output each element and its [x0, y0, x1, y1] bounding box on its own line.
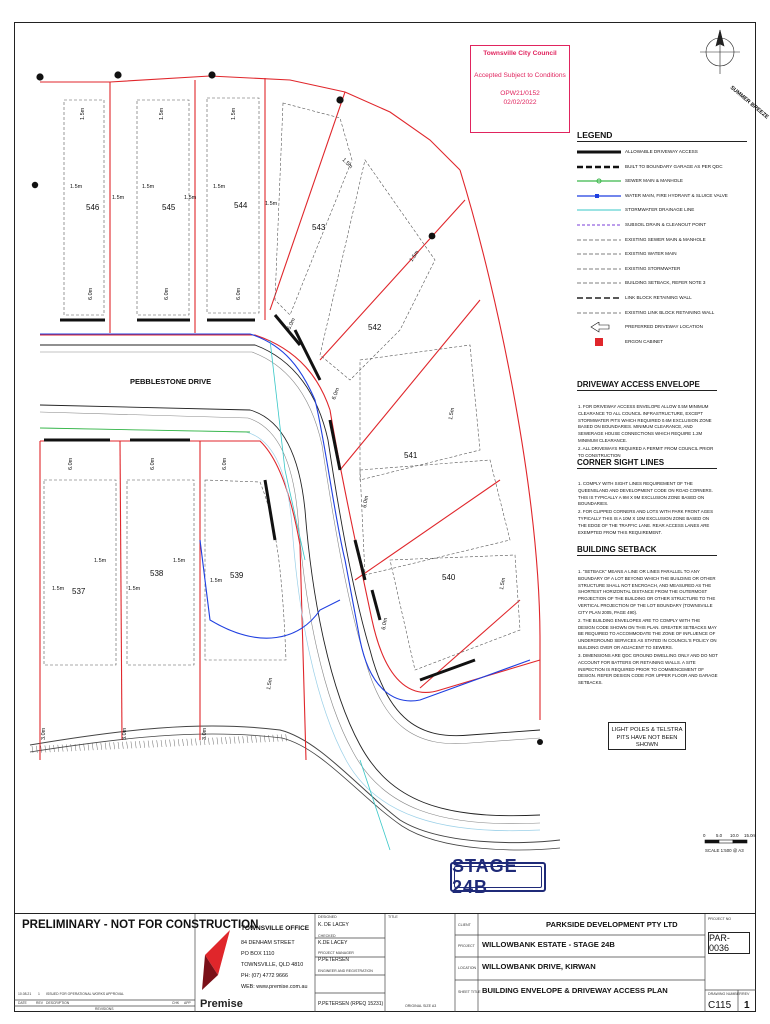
dim-label: 1.5m [448, 407, 457, 421]
dim-label: 1.5m [266, 677, 275, 691]
legend-item-label: SEWER MAIN & MANHOLE [625, 178, 683, 184]
dim-label: 3.0m [41, 727, 47, 740]
cyan-line-icon [577, 205, 623, 216]
project-label: PROJECT [458, 944, 475, 948]
legend-item-label: BUILDING SETBACK, REFER NOTE 3 [625, 280, 706, 286]
legend-item [577, 277, 757, 292]
legend-item [577, 204, 757, 219]
hatch-tick [71, 744, 72, 751]
purple-line-icon [577, 220, 623, 231]
checked-value: K.DE LACEY [318, 940, 348, 946]
scale-tick: 15.0m [744, 833, 757, 838]
legend-item [577, 234, 757, 249]
north-point-icon [700, 30, 740, 74]
arrow-icon-icon [577, 322, 623, 333]
hatch-tick [152, 740, 153, 747]
hatch-tick [118, 742, 119, 749]
dim-label: 1.5m [210, 578, 223, 584]
hatch-tick [45, 745, 46, 752]
hatch-tick [191, 739, 192, 746]
note: 1. FOR DRIVEWAY ACCESS ENVELOPE ALLOW 0.5M MINIMUM CLEARANCE TO ALL COUNCIL INFRASTRUCTURE, EXCEPT STORMWATER PITS WHICH REQUIRED 0.6M EXCLUSION ZONE BASED ON BOUNDARIES. MINIMUM CLEARANCE, AND SEWERAGE HOUSE CONNECTIONS WHICH REQUIRE 1.2M MINIMUM CLEARANCE. [578, 404, 712, 444]
grey-dash-line-icon [577, 249, 623, 260]
hatch-tick [88, 743, 89, 750]
hatch-tick [140, 741, 141, 748]
hatch-tick [170, 740, 171, 747]
scale-tick: 0 [703, 833, 706, 838]
legend-item [577, 161, 757, 176]
office-line: WEB: www.premise.com.au [241, 984, 308, 990]
stage-label-text: STAGE 24B [452, 856, 518, 897]
hatch-tick [109, 742, 110, 749]
dim-label: 1.5m [340, 157, 354, 171]
hatch-tick [148, 741, 149, 748]
hatch-tick [135, 741, 136, 748]
water-main [40, 334, 530, 701]
dim-label: 1.5m [499, 577, 508, 591]
project-number: PAR-0036 [708, 932, 750, 954]
hatch-tick [221, 737, 222, 744]
corner-notes [578, 481, 718, 538]
hatch-tick [66, 744, 67, 751]
hatch-tick [247, 736, 248, 743]
hatch-tick [144, 741, 145, 748]
hatch-tick [286, 734, 287, 741]
rev-row-num: 1 [38, 992, 40, 996]
sheet-title-label: SHEET TITLE [458, 990, 481, 994]
dim-label: 1.5m [112, 195, 125, 201]
hatch-tick [251, 736, 252, 743]
rev-head: REV [36, 1001, 43, 1005]
note: 3. DIMENSIONS ARE QDC GROUND DWELLING ONLY AND DO NOT ACCOUNT FOR BATTERS OR RETAINING WALLS. A SITE INSPECTION IS REQUIRED PRIOR TO COMMENCEMENT OF DESIGN. REFER DESIGN CODE FOR UPPER FLOOR AND GARAGE SETBACKS. [578, 652, 718, 686]
dark-dash-line-icon [577, 293, 623, 304]
hatch-ticks [32, 734, 287, 753]
lot-number: 542 [368, 323, 382, 332]
lot-boundaries [40, 76, 540, 760]
premise-logo-text: Premise [200, 998, 243, 1010]
hatch-tick [226, 737, 227, 744]
cabinet-icon-icon [577, 337, 623, 348]
dim-label: 1.5m [94, 558, 107, 564]
grey-dash-line-icon [577, 278, 623, 289]
rev-head: CHK [172, 1001, 180, 1005]
dim-label: 1.5m [80, 107, 86, 120]
hatch-tick [157, 740, 158, 747]
dim-label: 1.5m [52, 586, 65, 592]
sewer [40, 428, 250, 432]
hatch-tick [273, 735, 274, 742]
hatch-tick [195, 738, 196, 745]
dim-label: 1.5m [231, 107, 237, 120]
hatch-tick [234, 737, 235, 744]
note: 1. COMPLY WITH SIGHT LINES REQUIREMENT OF THE QUEENSLAND AND DEVELOPMENT CODE ON ROAD CORNERS. THIS IS TYPICALLY A 9M X 9M EXCLUSION ZONE BASED ON BOUNDARIES. [578, 481, 713, 507]
designed-value: K. DE LACEY [318, 922, 349, 928]
legend-item [577, 190, 757, 205]
revision-number: 1 [744, 1000, 750, 1011]
legend-item-label: EXISTING WATER MAIN [625, 251, 677, 257]
drawing-label: DRAWING NUMBER [708, 992, 742, 996]
hatch-tick [213, 738, 214, 745]
rev-head: APP [184, 1001, 191, 1005]
office-name: TOWNSVILLE OFFICE [241, 925, 310, 932]
legend-item-label: PREFERRED DRIVEWAY LOCATION [625, 324, 703, 330]
hatch-tick [36, 746, 37, 753]
street-name-summer-breeze: SUMMER BREEZE [728, 84, 770, 121]
scale-bar [705, 840, 747, 843]
hatch-tick [208, 738, 209, 745]
dim-label: 6.0m [362, 495, 371, 509]
hatch-tick [97, 743, 98, 750]
note: 2. FOR CLIPPED CORNERS AND LOTS WITH PARK FRONT AGES TYPICALLY THIS IS A 10M X 10M EXCLUSION ZONE BASED ON THE EDGE OF THE TRAFFIC LANE. REAR ACCESS LANES ARE EXEMPTED FROM THIS REQUIREMENT. [578, 509, 713, 535]
hatch-tick [187, 739, 188, 746]
legend-item-label: WATER MAIN, FIRE HYDRANT & SLUICE VALVE [625, 192, 728, 198]
location-label: LOCATION [458, 966, 477, 970]
lot-number: 538 [150, 569, 164, 578]
stamp-number: OPW21/0152 [500, 90, 540, 98]
stage-label [450, 856, 546, 897]
project-name: WILLOWBANK ESTATE - STAGE 24B [482, 940, 615, 949]
checked-label: CHECKED [318, 934, 336, 938]
title-label: TITLE [388, 915, 398, 919]
hatch-tick [161, 740, 162, 747]
dim-label: 1.5m [159, 107, 165, 120]
driveway-access [44, 315, 475, 680]
legend-panel [577, 130, 757, 350]
lot-number: 543 [312, 223, 326, 232]
lot-number: 541 [404, 451, 418, 460]
hatch-tick [165, 740, 166, 747]
green-line-icon [577, 176, 623, 187]
dim-label: 1.5m [173, 558, 186, 564]
legend-item [577, 175, 757, 190]
dim-label: 1.5m [70, 184, 83, 190]
dim-label: 1.5m [128, 586, 141, 592]
dim-label: 6.0m [236, 287, 242, 300]
lot-number: 546 [86, 203, 100, 212]
dim-label: 6.0m [68, 457, 74, 470]
drawing-number: C115 [708, 1000, 732, 1011]
manholes [32, 71, 543, 745]
grey-dash-line-icon [577, 264, 623, 275]
setback-envelopes [44, 98, 520, 670]
hatch-tick [122, 742, 123, 749]
hatch-tick [41, 746, 42, 753]
rpeq-label: ENGINEER AND REGISTRATION [318, 969, 373, 973]
legend-item-label: SUBSOIL DRAIN & CLEANOUT POINT [625, 221, 707, 227]
rev-row-date: 10.08.21 [18, 992, 32, 996]
dashed-black-line-icon [577, 162, 623, 173]
dim-label: 6.0m [331, 387, 342, 401]
dim-label: 1.5m [408, 249, 421, 264]
hatch-tick [101, 743, 102, 750]
hatch-tick [62, 745, 63, 752]
client-name: PARKSIDE DEVELOPMENT PTY LTD [546, 920, 678, 929]
hatch-tick [243, 736, 244, 743]
thick-black-line-icon [577, 147, 623, 158]
rpeq-value: P.PETERSEN (RPEQ 15231) [318, 1001, 384, 1007]
project-no-label: PROJECT NO [708, 917, 732, 921]
lot-number: 540 [442, 573, 456, 582]
setback-section-title: BUILDING SETBACK [577, 545, 717, 556]
lot-number: 539 [230, 571, 244, 580]
legend-item [577, 307, 757, 322]
dim-label: 1.5m [265, 201, 278, 207]
setback-notes [578, 569, 718, 688]
legend-item [577, 219, 757, 234]
pm-label: PROJECT MANAGER [318, 951, 354, 955]
preliminary-banner: PRELIMINARY - NOT FOR CONSTRUCTION [22, 919, 259, 931]
scale-tick: 10.0 [730, 833, 739, 838]
legend-item-label: EXISTING SEWER MAIN & MANHOLE [625, 236, 706, 242]
dim-label: 1.5m [213, 184, 226, 190]
revisions-label: REVISIONS [95, 1007, 114, 1011]
rev-label: REV [742, 992, 750, 996]
hatch-tick [260, 735, 261, 742]
hatch-tick [230, 737, 231, 744]
sheet-title: BUILDING ENVELOPE & DRIVEWAY ACCESS PLAN [482, 986, 668, 995]
hatch-tick [84, 744, 85, 751]
driveway-notes [578, 404, 718, 461]
batter-hatching [30, 726, 560, 850]
dim-label: 6.0m [164, 287, 170, 300]
office-line: TOWNSVILLE, QLD 4810 [241, 962, 304, 968]
stamp-date: 02/02/2022 [503, 98, 537, 106]
legend-item-label: LINK BLOCK RETAINING WALL [625, 294, 692, 300]
hatch-tick [131, 741, 132, 748]
street-name-pebblestone: PEBBLESTONE DRIVE [130, 377, 212, 386]
dim-label: 1.5m [184, 195, 197, 201]
legend-item-label: BUILT TO BOUNDARY GARAGE AS PER QDC [625, 163, 723, 169]
legend-item-label: EXISTING STORMWATER [625, 265, 681, 271]
office-line: PH: (07) 4772 9666 [241, 973, 289, 979]
rev-head: DATE [18, 1001, 27, 1005]
dim-label: 6.0m [381, 617, 390, 631]
legend-item [577, 263, 757, 278]
driveway-section-title: DRIVEWAY ACCESS ENVELOPE [577, 380, 717, 391]
lot-number: 544 [234, 201, 248, 210]
legend-item-label: STORMWATER DRAINAGE LINE [625, 207, 695, 213]
rev-head: DESCRIPTION [46, 1001, 70, 1005]
note: 1. "SETBACK" MEANS A LINE OR LINES PARALLEL TO ANY BOUNDARY OF A LOT BEYOND WHICH THE BUILDING OR OTHER STRUCTURE SHALL NOT ENCROACH, AND MEASURED AS THE SHORTEST HORIZONTAL DISTANCE FROM THE OUTERMOST PROJECTION OF THE BUILDING OR OTHER STRUCTURE TO THE VERTICAL PROJECTION OF THE LOT BOUNDARY (TOWNSVILLE CITY PLAN 2005, PAGE 490). [578, 569, 716, 615]
legend-item [577, 336, 757, 351]
hatch-tick [105, 743, 106, 750]
legend-item [577, 248, 757, 263]
location-value: WILLOWBANK DRIVE, KIRWAN [482, 962, 596, 971]
hatch-tick [58, 745, 59, 752]
dim-label: 1.5m [142, 184, 155, 190]
pm-value: P.PETERSEN [318, 957, 350, 963]
legend-item [577, 321, 757, 336]
hatch-tick [127, 742, 128, 749]
hatch-tick [256, 736, 257, 743]
hatch-tick [277, 735, 278, 742]
dim-label: 6.0m [88, 287, 94, 300]
client-label: CLIENT [458, 923, 471, 927]
note: 2. ALL DRIVEWAYS REQUIRED A PERMIT FROM COUNCIL PRIOR TO CONSTRUCTION [578, 445, 714, 458]
designed-label: DESIGNED [318, 915, 337, 919]
stamp-subtitle: Accepted Subject to Conditions [474, 72, 566, 80]
dim-label: 6.0m [286, 317, 297, 331]
blue-line-icon [577, 191, 623, 202]
legend-title: LEGEND [577, 130, 747, 142]
poles-note-box: LIGHT POLES & TELSTRA PITS HAVE NOT BEEN SHOWN [608, 722, 686, 750]
legend-item-label: EXISTING LINK BLOCK RETAINING WALL [625, 309, 715, 315]
rev-row-desc: ISSUED FOR OPERATIONAL WORKS APPROVAL [46, 992, 124, 996]
grey-dash-line-icon [577, 308, 623, 319]
dim-label: 6.0m [150, 457, 156, 470]
office-line: 84 DENHAM STREET [241, 940, 295, 946]
hatch-tick [217, 737, 218, 744]
legend-item-label: ERGON CABINET [625, 338, 664, 344]
hatch-tick [178, 739, 179, 746]
legend-item [577, 146, 757, 161]
legend-item-label: ALLOWABLE DRIVEWAY ACCESS [625, 149, 698, 154]
legend-item [577, 292, 757, 307]
hatch-tick [92, 743, 93, 750]
lot-number: 537 [72, 587, 86, 596]
dim-label: 3.0m [122, 727, 128, 740]
lot-number: 545 [162, 203, 176, 212]
dim-label: 3.0m [202, 727, 208, 740]
dim-label: 6.0m [222, 457, 228, 470]
road-edges [40, 345, 540, 831]
office-line: PO BOX 1110 [241, 951, 275, 957]
scale-label: SCALE 1:500 @ A3 [705, 848, 744, 853]
stamp-title: Townsville City Council [483, 50, 557, 57]
grey-dash-line-icon [577, 235, 623, 246]
hatch-tick [183, 739, 184, 746]
corner-section-title: CORNER SIGHT LINES [577, 458, 717, 469]
scale-tick: 5.0 [716, 833, 723, 838]
hatch-tick [114, 742, 115, 749]
note: 2. THE BUILDING ENVELOPES ARE TO COMPLY WITH THE DESIGN CODE SHOWN ON THIS PLAN. GREATER SETBACKS MAY BE REQUIRED TO ACCOMMODATE THE ZONE OF INFLUENCE OF UNDERGROUND SERVICES AS STATED IN COUNCIL'S POLICY ON BUILDING OVER OR ADJACENT TO SEWERS. [578, 617, 717, 651]
hatch-tick [174, 739, 175, 746]
council-approval-stamp [470, 45, 570, 133]
hatch-tick [269, 735, 270, 742]
original-size: ORIGINAL SIZE A3 [405, 1004, 437, 1008]
hatch-tick [238, 736, 239, 743]
